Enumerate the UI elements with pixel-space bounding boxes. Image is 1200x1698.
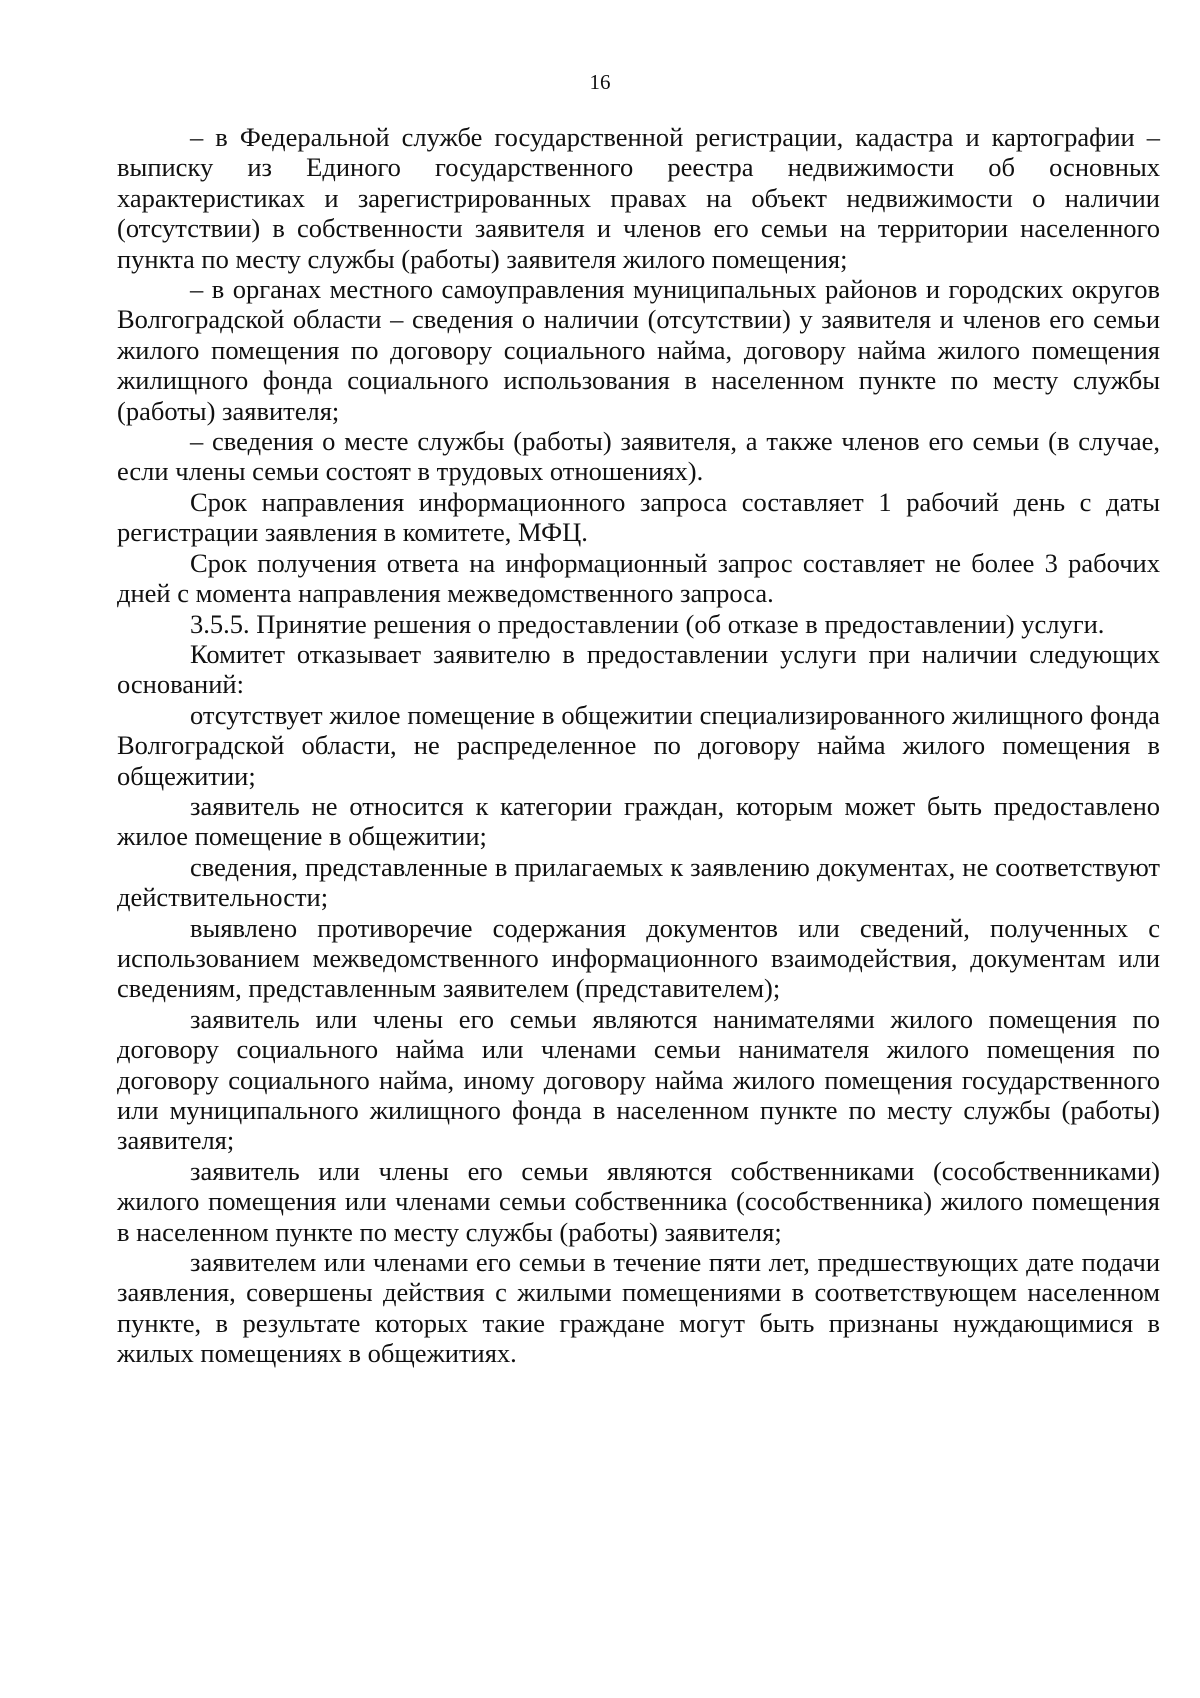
paragraph-refusal-intro: Комитет отказывает заявителю в предоставлении услуги при наличии следующих оснований:: [117, 638, 1160, 700]
paragraph-request-deadline: Срок направления информационного запроса составляет 1 рабочий день с даты регистрации заявления в комитете, МФЦ.: [117, 486, 1160, 548]
paragraph-section-3-5-5: 3.5.5. Принятие решения о предоставлении (об отказе в предоставлении) услуги.: [190, 608, 1105, 639]
paragraph-local-government: – в органах местного самоуправления муниципальных районов и городских округов Волгоградской области – сведения о наличии (отсутствии) у заявителя и членов его семьи жилого помещения по договору социального найма, договору найма жилого помещения жилищного фонда социального использования в населенном пункте по месту службы (работы) заявителя;: [117, 274, 1160, 426]
paragraph-refusal-tenants: заявитель или члены его семьи являются нанимателями жилого помещения по договору социального найма или членами семьи нанимателя жилого помещения по договору социального найма, иному договору найма жилого помещения государственного или муниципального жилищного фонда в населенном пункте по месту службы (работы) заявителя;: [117, 1003, 1160, 1156]
paragraph-refusal-contradiction: выявлено противоречие содержания документов или сведений, полученных с использованием межведомственного информационного взаимодействия, документам или сведениям, представленным заявителем (представителем);: [117, 912, 1160, 1004]
document-body: [117, 122, 1160, 1369]
page-number: 16: [589, 70, 611, 94]
paragraph-place-of-service: – сведения о месте службы (работы) заявителя, а также членов его семьи (в случае, если члены семьи состоят в трудовых отношениях).: [117, 426, 1160, 487]
paragraph-refusal-no-housing: отсутствует жилое помещение в общежитии специализированного жилищного фонда Волгоградской области, не распределенное по договору найма жилого помещения в общежитии;: [117, 699, 1160, 791]
paragraph-refusal-owners: заявитель или члены его семьи являются собственниками (сособственниками) жилого помещения или членами семьи собственника (сособственника) жилого помещения в населенном пункте по месту службы (работы) заявителя;: [117, 1155, 1160, 1247]
paragraph-refusal-actions: заявителем или членами его семьи в течение пяти лет, предшествующих дате подачи заявления, совершены действия с жилыми помещениями в соответствующем населенном пункте, в результате которых такие граждане могут быть признаны нуждающимися в жилых помещениях в общежитиях.: [117, 1247, 1160, 1369]
paragraph-response-deadline: Срок получения ответа на информационный запрос составляет не более 3 рабочих дней с момента направления межведомственного запроса.: [117, 547, 1160, 609]
paragraph-refusal-false-info: сведения, представленные в прилагаемых к заявлению документах, не соответствуют действительности;: [117, 851, 1160, 913]
paragraph-refusal-category: заявитель не относится к категории граждан, которым может быть предоставлено жилое помещение в общежитии;: [117, 790, 1160, 852]
paragraph-federal-service: – в Федеральной службе государственной регистрации, кадастра и картографии – выписку из Единого государственного реестра недвижимости об основных характеристиках и зарегистрированных правах на объект недвижимости о наличии (отсутствии) в собственности заявителя и членов его семьи на территории населенного пункта по месту службы (работы) заявителя жилого помещения;: [117, 122, 1160, 274]
